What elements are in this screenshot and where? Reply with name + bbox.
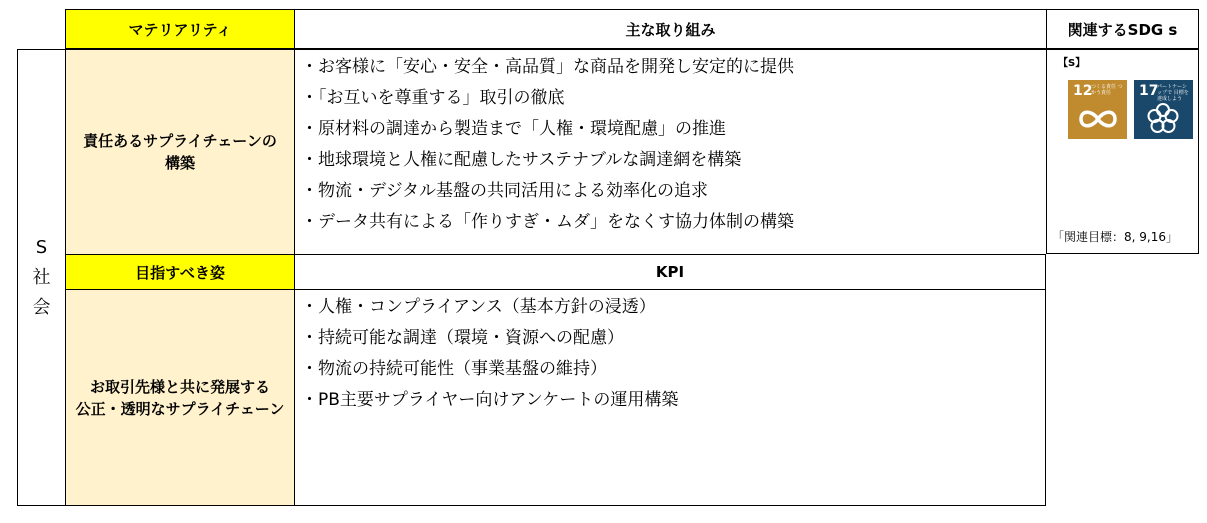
sdg-12-number: 12 xyxy=(1073,83,1093,99)
kpi-item: ・持続可能な調達（環境・資源への配慮） xyxy=(301,328,624,348)
initiatives-cell xyxy=(294,49,1046,254)
header-aim xyxy=(65,254,294,289)
category-char-1: 社 xyxy=(32,266,51,288)
sdg-17-number: 17 xyxy=(1139,83,1159,99)
initiative-item: ・原材料の調達から製造まで「人権・環境配慮」の推進 xyxy=(301,119,726,139)
header-materiality-label: マテリアリティ xyxy=(128,20,232,39)
header-kpi xyxy=(294,254,1046,289)
materiality-text-line2: 構築 xyxy=(164,154,195,172)
initiative-item: ・「お互いを尊重する」取引の徹底 xyxy=(301,88,565,108)
sdg-12-badge xyxy=(1068,80,1127,139)
kpi-item: ・人権・コンプライアンス（基本方針の浸透） xyxy=(301,297,656,317)
category-char-2: 会 xyxy=(32,296,51,318)
header-aim-label: 目指すべき姿 xyxy=(135,263,225,282)
header-kpi-label: KPI xyxy=(655,263,685,281)
header-sdgs xyxy=(1046,9,1199,49)
kpi-item: ・物流の持続可能性（事業基盤の維持） xyxy=(301,359,607,379)
sdg-17-label: パートナーシップで 目標を達成しよう xyxy=(1157,84,1189,102)
kpi-item: ・PB主要サプライヤー向けアンケートの運用構築 xyxy=(301,390,679,410)
header-initiatives xyxy=(294,9,1046,49)
sdg-17-badge xyxy=(1134,80,1193,139)
aim-text-line1: お取引先様と共に発展する xyxy=(89,377,270,396)
sdgs-related-goals: 「関連目標：8, 9,16」 xyxy=(1052,230,1178,244)
materiality-cell xyxy=(65,49,294,254)
aim-text-line2: 公正・透明なサプライチェーン xyxy=(75,399,285,418)
category-letter: S xyxy=(35,236,48,258)
aim-cell xyxy=(65,289,294,506)
infinity-icon xyxy=(1077,107,1119,131)
initiative-item: ・データ共有による「作りすぎ・ムダ」をなくす協力体制の構築 xyxy=(301,212,794,232)
initiative-item: ・お客様に「安心・安全・高品質」な商品を開発し安定的に提供 xyxy=(301,57,794,77)
sdgs-tag: 【S】 xyxy=(1058,58,1086,69)
category-cell xyxy=(17,49,65,506)
header-initiatives-label: 主な取り組み xyxy=(625,20,716,39)
header-materiality xyxy=(65,9,294,49)
flower-icon xyxy=(1146,102,1180,136)
sdg-12-label: つくる責任 つかう責任 xyxy=(1091,84,1123,96)
initiative-item: ・地球環境と人権に配慮したサステナブルな調達網を構築 xyxy=(301,150,742,170)
initiative-item: ・物流・デジタル基盤の共同活用による効率化の追求 xyxy=(301,181,708,201)
kpi-cell xyxy=(294,289,1046,506)
header-sdgs-label: 関連するSDG s xyxy=(1067,20,1178,39)
materiality-text-line1: 責任あるサプライチェーンの xyxy=(83,132,277,150)
